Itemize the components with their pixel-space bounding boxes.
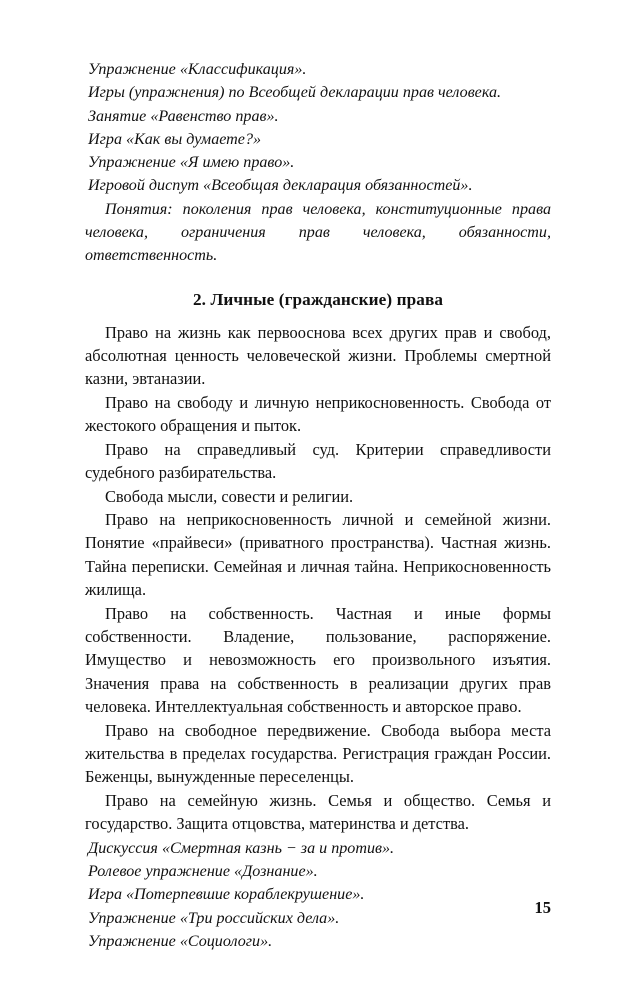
list-item: Упражнение «Классификация».: [88, 61, 307, 78]
body-paragraph: Право на справедливый суд. Критерии справедливости судебного разбирательства.: [85, 439, 551, 483]
section-heading: 2. Личные (гражданские) права: [192, 289, 444, 309]
list-item: Игровой диспут «Всеобщая декларация обязанностей».: [88, 177, 473, 195]
body-paragraph: Свобода мысли, совести и религии.: [105, 486, 354, 506]
top-activity-list: [85, 58, 551, 198]
body-paragraph: Право на собственность. Частная и иные формы собственности. Владение, пользование, распоряжение. Имущество и невозможность его произвольного изъятия. Значения права на собственность в реализации других прав человека. Интеллектуальная собственность и авторское право.: [85, 603, 551, 717]
body-paragraph: Право на свободу и личную неприкосновенность. Свобода от жестокого обращения и пыток.: [85, 392, 551, 436]
list-item: Упражнение «Я имею право».: [88, 154, 295, 172]
list-item: Игры (упражнения) по Всеобщей декларации прав человека.: [88, 84, 502, 102]
top-concepts-paragraph: Понятия: поколения прав человека, конституционные права человека, ограничения прав человека, обязанности, ответственность.: [85, 200, 551, 265]
page-number: 15: [534, 898, 551, 917]
list-item: Занятие «Равенство прав».: [88, 107, 279, 125]
list-item: Ролевое упражнение «Дознание».: [88, 862, 318, 880]
body-paragraph: Право на семейную жизнь. Семья и общество. Семья и государство. Защита отцовства, материнства и детства.: [85, 790, 551, 834]
body-paragraph: Право на жизнь как первооснова всех других прав и свобод, абсолютная ценность человеческой жизни. Проблемы смертной казни, эвтаназии.: [85, 322, 551, 389]
body-paragraph: Право на неприкосновенность личной и семейной жизни. Понятие «прайвеси» (приватного пространства). Частная жизнь. Тайна переписки. Семейная и личная тайна. Неприкосновенность жилища.: [85, 509, 551, 600]
list-item: Упражнение «Социологи».: [88, 932, 273, 950]
list-item: Упражнение «Три российских дела».: [88, 909, 340, 927]
list-item: Игра «Как вы думаете?»: [88, 130, 262, 148]
list-item: Дискуссия «Смертная казнь − за и против».: [88, 839, 395, 857]
bottom-activity-list: [85, 837, 551, 953]
body-paragraph: Право на свободное передвижение. Свобода выбора места жительства в пределах государства. Регистрация граждан России. Беженцы, вынужденные переселенцы.: [85, 720, 551, 787]
page-text-block: [85, 58, 551, 953]
list-item: Игра «Потерпевшие кораблекрушение».: [88, 886, 365, 904]
